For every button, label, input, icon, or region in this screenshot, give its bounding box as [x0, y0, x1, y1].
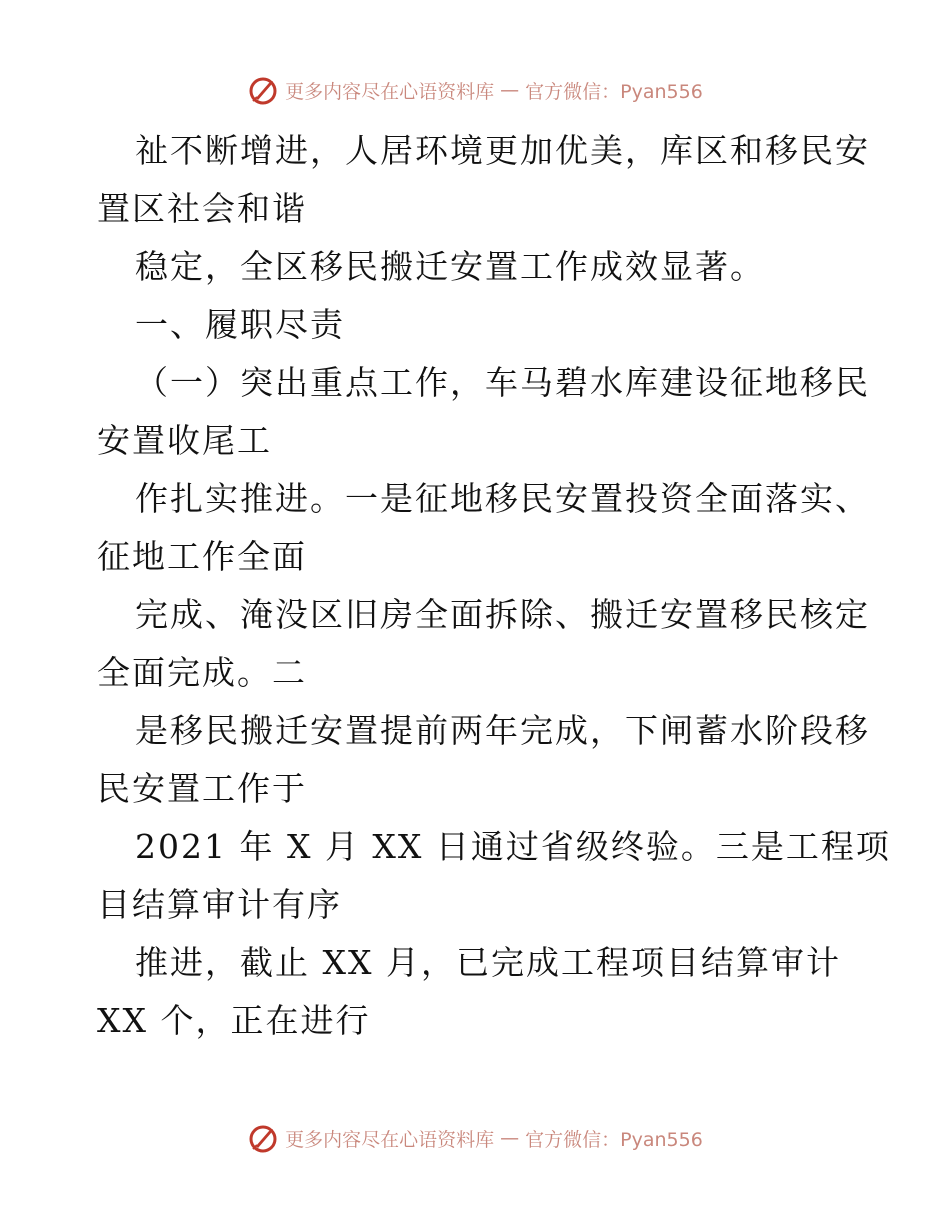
watermark-dash: — — [500, 79, 520, 101]
quill-seal-icon — [247, 1122, 279, 1154]
text-line: 推进，截止 XX 月，已完成工程项目结算审计 — [135, 943, 841, 982]
text-line: 民安置工作于 — [97, 769, 307, 808]
text-line: 2021 年 X 月 XX 日通过省级终验。三是工程项 — [135, 827, 891, 866]
text-line: 目结算审计有序 — [97, 885, 342, 924]
document-body — [97, 122, 891, 1050]
text-line: 完成、淹没区旧房全面拆除、搬迁安置移民核定 — [135, 595, 870, 634]
watermark-contact: 官方微信：Pyan556 — [525, 80, 703, 103]
subsection-heading: （一）突出重点工作，车马碧水库建设征地移民 — [135, 363, 870, 402]
section-heading: 一、履职尽责 — [135, 305, 345, 344]
watermark-contact: 官方微信：Pyan556 — [525, 1128, 703, 1151]
text-line: 祉不断增进，人居环境更加优美，库区和移民安 — [135, 131, 870, 170]
text-line: XX 个，正在进行 — [97, 1001, 371, 1040]
text-line: 是移民搬迁安置提前两年完成，下闸蓄水阶段移 — [135, 711, 870, 750]
watermark-text: 更多内容尽在心语资料库 — [285, 1128, 495, 1151]
text-line: 置区社会和谐 — [97, 189, 307, 228]
text-line: 安置收尾工 — [97, 421, 272, 460]
footer-watermark — [0, 1118, 950, 1158]
watermark-dash: — — [500, 1127, 520, 1149]
header-watermark — [0, 70, 950, 110]
text-line: 作扎实推进。一是征地移民安置投资全面落实、 — [135, 479, 870, 518]
text-line: 征地工作全面 — [97, 537, 307, 576]
text-line: 稳定，全区移民搬迁安置工作成效显著。 — [135, 247, 765, 286]
watermark-text: 更多内容尽在心语资料库 — [285, 80, 495, 103]
quill-seal-icon — [247, 74, 279, 106]
text-line: 全面完成。二 — [97, 653, 307, 692]
